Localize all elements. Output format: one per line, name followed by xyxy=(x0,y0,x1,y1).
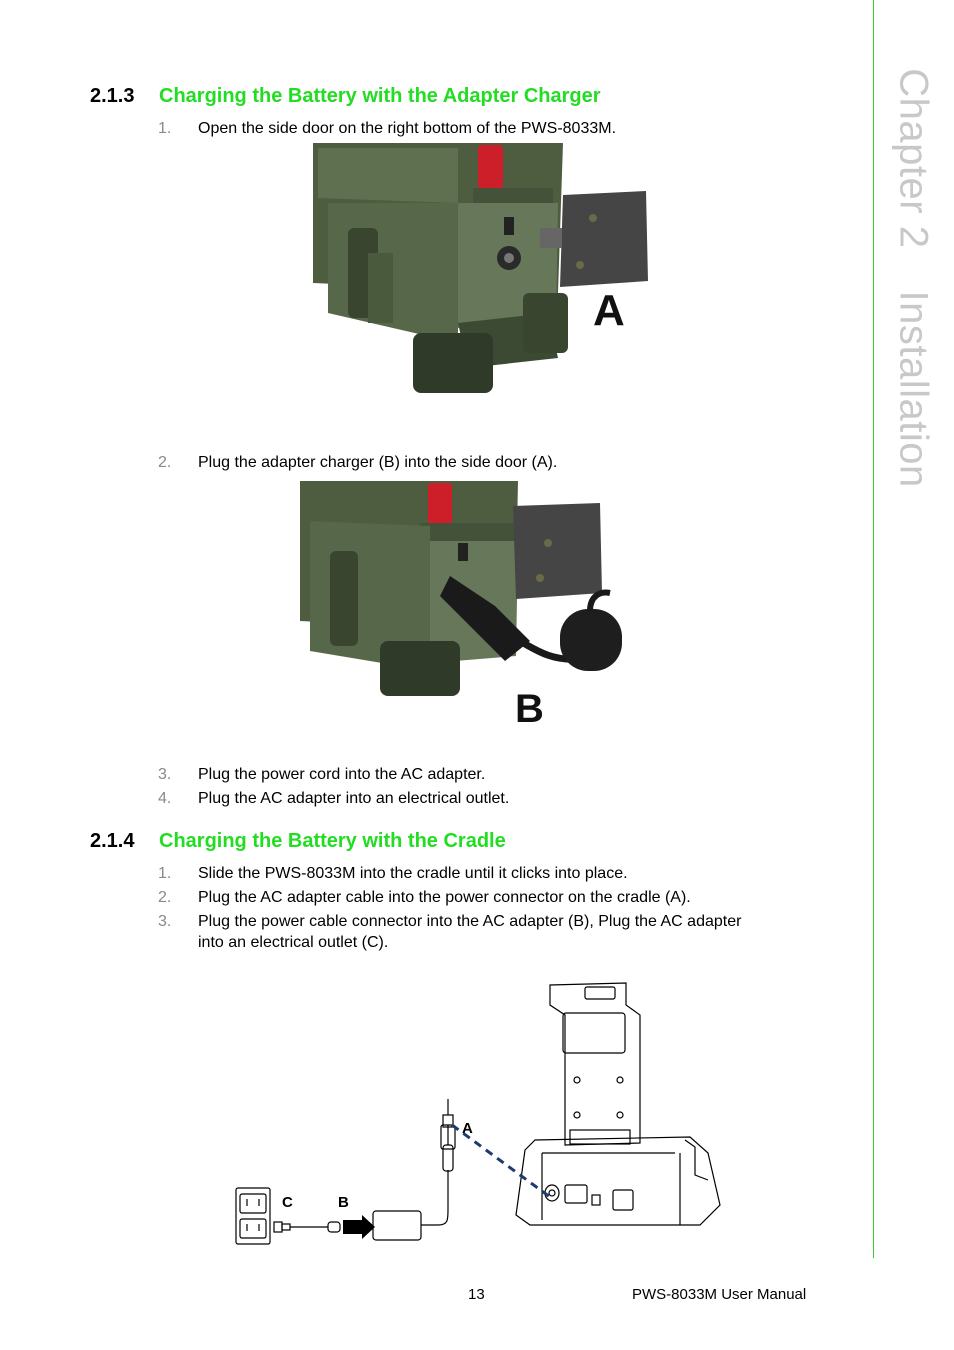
list-item xyxy=(158,911,741,953)
cradle-diagram xyxy=(230,975,725,1250)
step-number: 3. xyxy=(158,766,172,783)
sidebar-title: Installation xyxy=(891,290,936,488)
wall-outlet xyxy=(236,1188,270,1244)
sidebar-rule xyxy=(873,0,874,1258)
page-number: 13 xyxy=(468,1286,485,1303)
step-text: Plug the adapter charger (B) into the side door (A). xyxy=(198,454,558,471)
power-cord xyxy=(274,1222,340,1232)
step-number: 1. xyxy=(158,120,172,137)
cradle-label-b: B xyxy=(338,1194,349,1211)
list-item xyxy=(158,788,509,809)
section-heading-2-1-3 xyxy=(90,85,601,108)
section-heading-2-1-4 xyxy=(90,830,506,853)
list-item xyxy=(158,887,691,908)
section-title: Charging the Battery with the Cradle xyxy=(159,830,506,852)
step-text: Slide the PWS-8033M into the cradle until it clicks into place. xyxy=(198,865,628,882)
step-text: Open the side door on the right bottom of the PWS-8033M. xyxy=(198,120,617,137)
step-text: Plug the AC adapter cable into the power connector on the cradle (A). xyxy=(198,889,691,906)
step-number: 2. xyxy=(158,889,172,906)
sidebar-chapter-title xyxy=(891,68,936,487)
step-text: Plug the AC adapter into an electrical outlet. xyxy=(198,790,510,807)
manual-title: PWS-8033M User Manual xyxy=(632,1286,807,1303)
cradle-back-plate xyxy=(550,983,640,1145)
ac-adapter xyxy=(373,1099,455,1240)
cradle-base xyxy=(516,1137,720,1225)
section-title: Charging the Battery with the Adapter Charger xyxy=(159,85,601,107)
step-number: 4. xyxy=(158,790,172,807)
side-door-panel xyxy=(513,503,602,599)
side-door-open-photo xyxy=(308,143,688,418)
section-number: 2.1.4 xyxy=(90,830,135,852)
list-item xyxy=(158,764,485,785)
photo-label-a: A xyxy=(593,286,625,335)
list-item xyxy=(158,452,557,473)
list-item xyxy=(158,863,628,884)
photo-label-b: B xyxy=(515,687,544,731)
section-number: 2.1.3 xyxy=(90,85,135,107)
step-number: 1. xyxy=(158,865,172,882)
adapter-plugged-photo xyxy=(290,481,685,736)
sidebar-chapter: Chapter 2 xyxy=(891,68,936,249)
step-number: 3. xyxy=(158,913,172,930)
step-text: Plug the power cable connector into the AC adapter (B), Plug the AC adapter xyxy=(198,913,742,930)
list-item xyxy=(158,118,616,139)
cradle-label-c: C xyxy=(282,1194,293,1211)
step-text: Plug the power cord into the AC adapter. xyxy=(198,766,486,783)
step-text-continued: into an electrical outlet (C). xyxy=(198,934,389,951)
step-number: 2. xyxy=(158,454,172,471)
cradle-label-a: A xyxy=(462,1120,473,1137)
